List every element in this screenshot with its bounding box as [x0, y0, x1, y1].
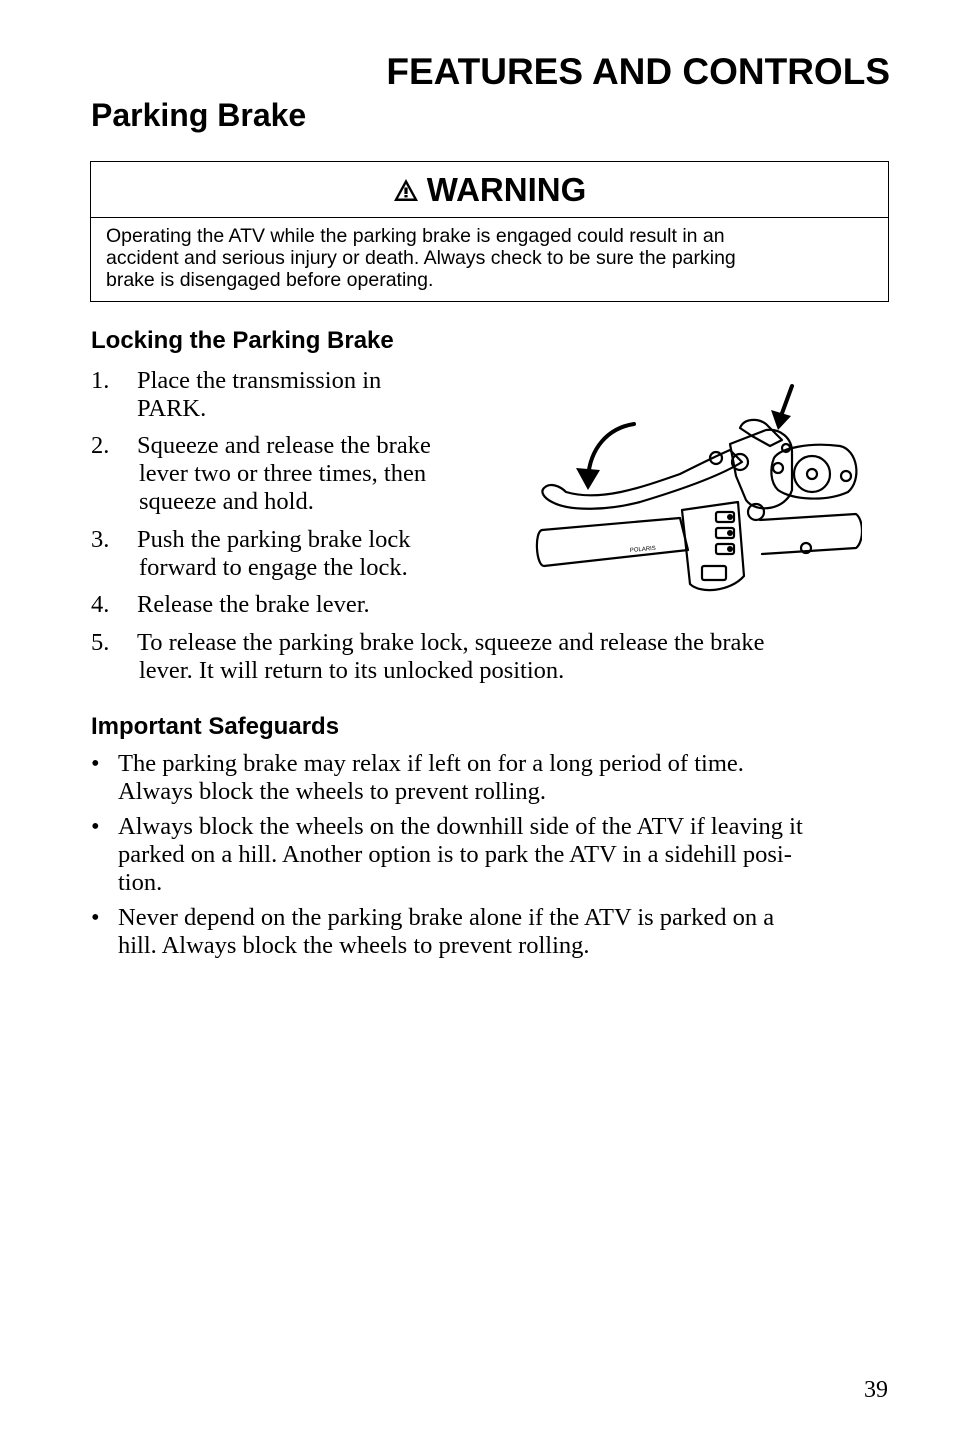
step-line: Place the transmission in [137, 367, 382, 394]
page-number: 39 [864, 1377, 888, 1403]
step-line: Push the parking brake lock [137, 526, 411, 553]
safeguard-line: hill. Always block the wheels to prevent rolling. [118, 932, 590, 959]
lock-arrow-icon [781, 386, 792, 416]
step-text [137, 367, 381, 423]
safeguard-text [118, 813, 803, 897]
lock-arrowhead-icon [771, 410, 791, 430]
step-line: forward to engage the lock. [139, 554, 408, 581]
step-text [137, 591, 370, 619]
warning-box [90, 161, 889, 302]
step-line: To release the parking brake lock, squeeze and release the brake [137, 629, 765, 656]
bullet-marker: • [91, 813, 100, 840]
safeguard-item [91, 904, 774, 960]
step-item [91, 367, 381, 423]
svg-text:POLARIS: POLARIS [629, 545, 657, 554]
step-number: 5. [91, 629, 110, 656]
step-number: 4. [91, 591, 110, 618]
warning-text [91, 218, 888, 291]
step-text [137, 432, 431, 516]
step-line: lever. It will return to its unlocked position. [139, 657, 565, 684]
safeguard-text [118, 904, 774, 960]
step-number: 3. [91, 526, 110, 553]
handlebar-grip [537, 518, 688, 566]
warning-line: accident and serious injury or death. Always check to be sure the parking [106, 247, 736, 269]
safeguard-item [91, 813, 803, 897]
step-line: PARK. [137, 395, 207, 422]
bullet-marker: • [91, 904, 100, 931]
safeguard-line: The parking brake may relax if left on for a long period of time. [118, 750, 744, 777]
step-item [91, 432, 431, 516]
step-line: squeeze and hold. [139, 488, 314, 515]
warning-line: brake is disengaged before operating. [106, 269, 434, 291]
locking-heading: Locking the Parking Brake [91, 327, 394, 354]
safeguard-text [118, 750, 744, 806]
safeguard-line: Never depend on the parking brake alone if the ATV is parked on a [118, 904, 775, 931]
brake-lever [542, 450, 742, 509]
warning-label: WARNING [426, 170, 587, 208]
step-number: 2. [91, 432, 110, 459]
warning-line: Operating the ATV while the parking brake is engaged could result in an [106, 225, 725, 247]
step-item [91, 591, 370, 619]
step-line: Squeeze and release the brake [137, 432, 431, 459]
step-text [137, 526, 411, 582]
safeguard-line: Always block the wheels to prevent rolling. [118, 778, 546, 805]
warning-header [91, 162, 888, 218]
step-line: Release the brake lever. [137, 591, 370, 618]
section-title: FEATURES AND CONTROLS [386, 51, 890, 92]
safeguard-line: tion. [118, 869, 163, 896]
bullet-marker: • [91, 750, 100, 777]
step-item [91, 526, 411, 582]
squeeze-arrowhead-icon [576, 468, 600, 490]
safeguard-line: parked on a hill. Another option is to park the ATV in a sidehill posi- [118, 841, 792, 868]
warning-triangle-icon [393, 178, 419, 202]
step-number: 1. [91, 367, 110, 394]
page-heading: Parking Brake [91, 97, 307, 133]
safeguard-item [91, 750, 744, 806]
safeguards-heading: Important Safeguards [91, 713, 340, 740]
step-line: lever two or three times, then [139, 460, 427, 487]
step-item [91, 629, 764, 685]
step-text [137, 629, 764, 685]
brake-lever-illustration [530, 380, 862, 598]
safeguard-line: Always block the wheels on the downhill side of the ATV if leaving it [118, 813, 803, 840]
